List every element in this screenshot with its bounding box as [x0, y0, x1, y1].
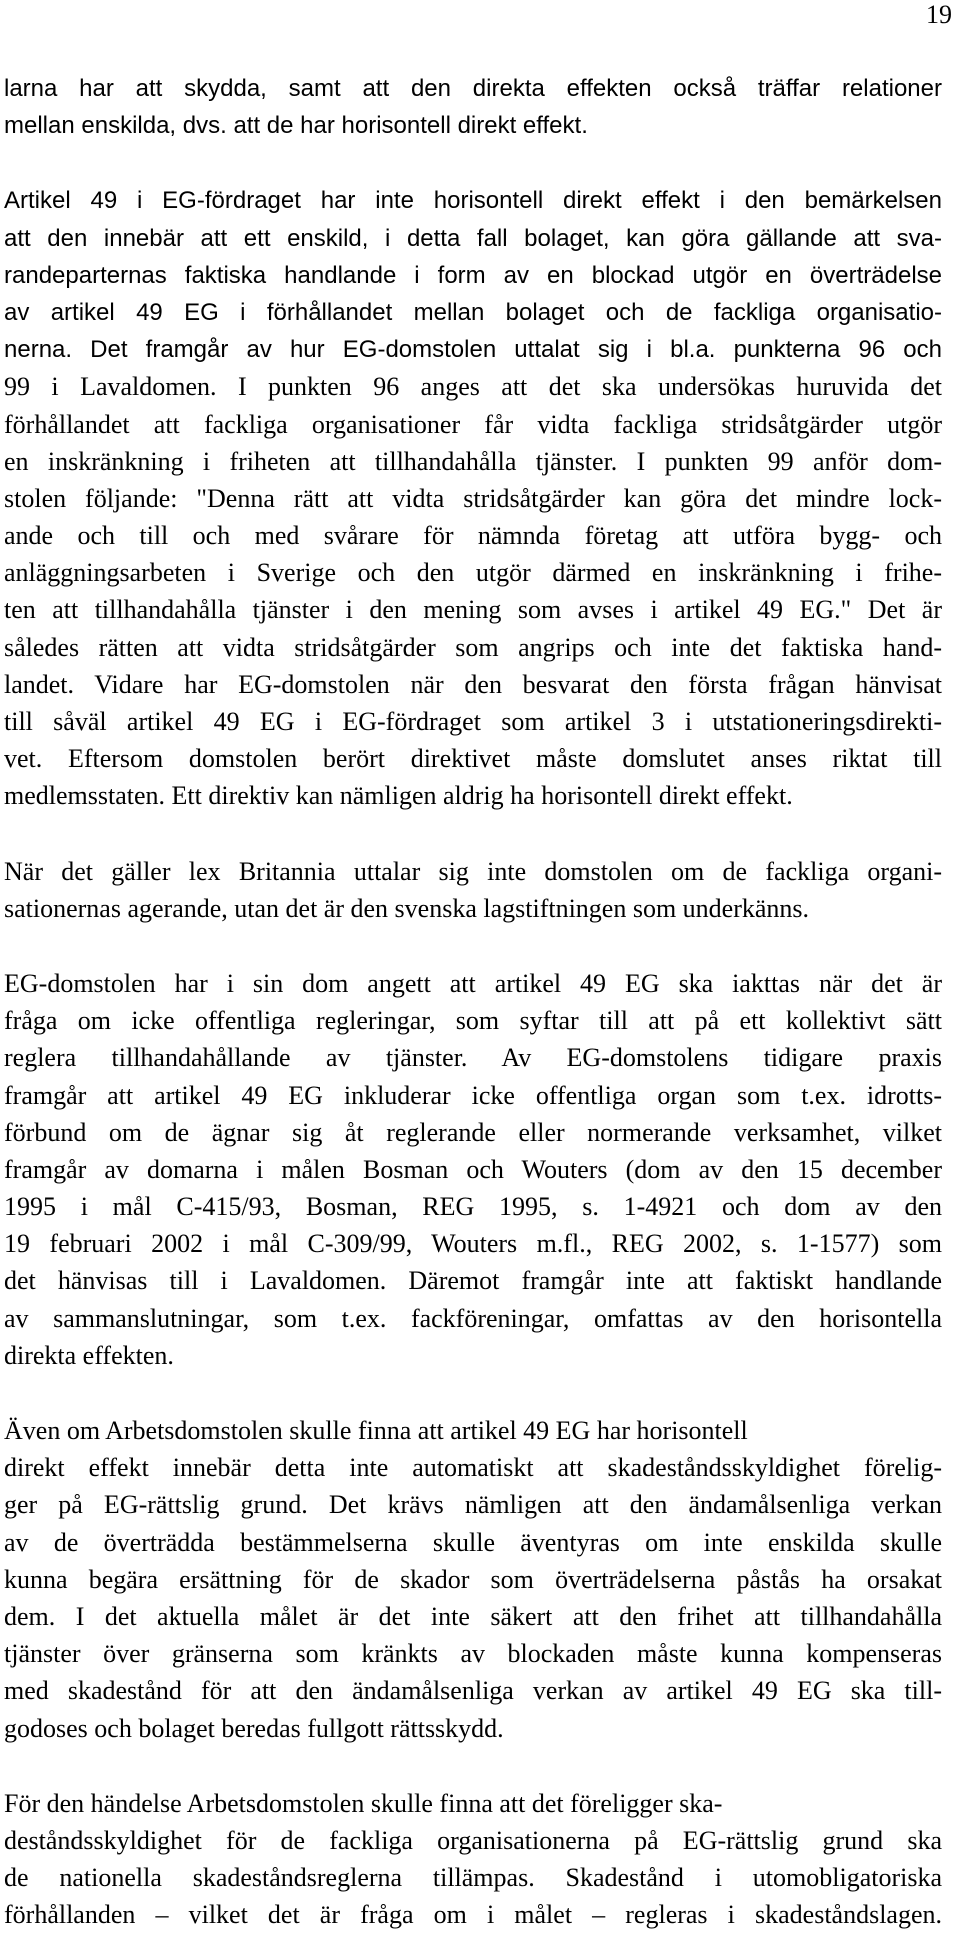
text-line: sationernas agerande, utan det är den svenska lagstiftningen som underkänns.	[4, 893, 810, 923]
text-line: med skadestånd för att den ändamålsenliga verkan av artikel 49 EG ska till-	[4, 1676, 942, 1706]
text-line: stolen följande: "Denna rätt att vidta stridsåtgärder kan göra det mindre lock-	[4, 483, 942, 513]
text-line: nerna. Det framgår av hur EG-domstolen uttalat sig i bl.a. punkterna 96 och	[4, 336, 942, 364]
text-line: kunna begära ersättning för de skador som överträdelserna påstås ha orsakat	[4, 1564, 942, 1594]
text-line: förbund om de ägnar sig åt reglerande eller normerande verksamhet, vilket	[4, 1117, 942, 1147]
paragraph	[4, 1785, 942, 1933]
text-line: 1995 i mål C-415/93, Bosman, REG 1995, s. 1-4921 och dom av den	[4, 1192, 942, 1222]
text-line: ger på EG-rättslig grund. Det krävs nämligen att den ändamålsenliga verkan	[4, 1490, 942, 1520]
text-line: att den innebär att ett enskild, i detta fall bolaget, kan göra gällande att sva-	[4, 224, 942, 252]
text-line: förhållandet att fackliga organisationer får vidta fackliga stridsåtgärder utgör	[4, 409, 942, 439]
text-line: direkta effekten.	[4, 1340, 174, 1370]
text-line: således rätten att vidta stridsåtgärder som angrips och inte det faktiska hand-	[4, 632, 942, 662]
text-line: framgår av domarna i målen Bosman och Wouters (dom av den 15 december	[4, 1154, 942, 1184]
paragraph	[4, 853, 942, 927]
page-body	[4, 70, 942, 1933]
paragraph	[4, 70, 942, 144]
text-line: mellan enskilda, dvs. att de har horisontell direkt effekt.	[4, 112, 588, 140]
text-line: reglera tillhandahållande av tjänster. Av EG-domstolens tidigare praxis	[4, 1043, 942, 1073]
text-line: Artikel 49 i EG-fördraget har inte horisontell direkt effekt i den bemärkelsen	[4, 187, 942, 215]
text-line: dem. I det aktuella målet är det inte säkert att den frihet att tillhandahålla	[4, 1601, 942, 1631]
text-line: ten att tillhandahålla tjänster i den mening som avses i artikel 49 EG." Det är	[4, 595, 942, 625]
text-line: framgår att artikel 49 EG inkluderar icke offentliga organ som t.ex. idrotts-	[4, 1080, 942, 1110]
text-line: de nationella skadeståndsreglerna tillämpas. Skadestånd i utomobligatoriska	[4, 1863, 942, 1893]
paragraph	[4, 182, 942, 814]
page-number: 19	[926, 0, 952, 29]
text-line: randeparternas faktiska handlande i form av en blockad utgör en överträdelse	[4, 261, 942, 289]
paragraph	[4, 1412, 942, 1747]
text-line: För den händelse Arbetsdomstolen skulle finna att det föreligger ska-	[4, 1788, 723, 1818]
text-line: av artikel 49 EG i förhållandet mellan bolaget och de fackliga organisatio-	[4, 298, 942, 326]
text-line: direkt effekt innebär detta inte automatiskt att skadeståndsskyldighet förelig-	[4, 1453, 942, 1483]
text-line: fråga om icke offentliga regleringar, som syftar till att på ett kollektivt sätt	[4, 1006, 942, 1036]
text-line: av de överträdda bestämmelserna skulle äventyras om inte enskilda skulle	[4, 1527, 942, 1557]
text-line: När det gäller lex Britannia uttalar sig inte domstolen om de fackliga organi-	[4, 856, 942, 886]
text-line: tjänster över gränserna som kränkts av blockaden måste kunna kompenseras	[4, 1639, 942, 1669]
text-line: vet. Eftersom domstolen berört direktivet måste domslutet anses riktat till	[4, 744, 942, 774]
text-line: av sammanslutningar, som t.ex. fackföreningar, omfattas av den horisontella	[4, 1303, 942, 1333]
text-line: larna har att skydda, samt att den direkta effekten också träffar relationer	[4, 75, 942, 102]
text-line: godoses och bolaget beredas fullgott rättsskydd.	[4, 1713, 504, 1743]
text-line: förhållanden – vilket det är fråga om i målet – regleras i skadeståndslagen.	[4, 1900, 942, 1930]
text-line: EG-domstolen har i sin dom angett att artikel 49 EG ska iakttas när det är	[4, 968, 942, 998]
text-line: deståndsskyldighet för de fackliga organisationerna på EG-rättslig grund ska	[4, 1825, 942, 1855]
text-line: medlemsstaten. Ett direktiv kan nämligen aldrig ha horisontell direkt effekt.	[4, 781, 793, 811]
text-line: 99 i Lavaldomen. I punkten 96 anges att det ska undersökas huruvida det	[4, 372, 942, 402]
text-line: landet. Vidare har EG-domstolen när den besvarat den första frågan hänvisat	[4, 669, 942, 699]
text-line: det hänvisas till i Lavaldomen. Däremot framgår inte att faktiskt handlande	[4, 1266, 942, 1296]
paragraph	[4, 965, 942, 1374]
text-line: till såväl artikel 49 EG i EG-fördraget som artikel 3 i utstationeringsdirekti-	[4, 707, 942, 736]
text-line: anläggningsarbeten i Sverige och den utgör därmed en inskränkning i frihe-	[4, 558, 942, 588]
text-line: Även om Arbetsdomstolen skulle finna att artikel 49 EG har horisontell	[4, 1416, 748, 1445]
text-line: 19 februari 2002 i mål C-309/99, Wouters m.fl., REG 2002, s. 1-1577) som	[4, 1229, 942, 1259]
text-line: en inskränkning i friheten att tillhandahålla tjänster. I punkten 99 anför dom-	[4, 446, 942, 476]
text-line: ande och till och med svårare för nämnda företag att utföra bygg- och	[4, 521, 942, 551]
